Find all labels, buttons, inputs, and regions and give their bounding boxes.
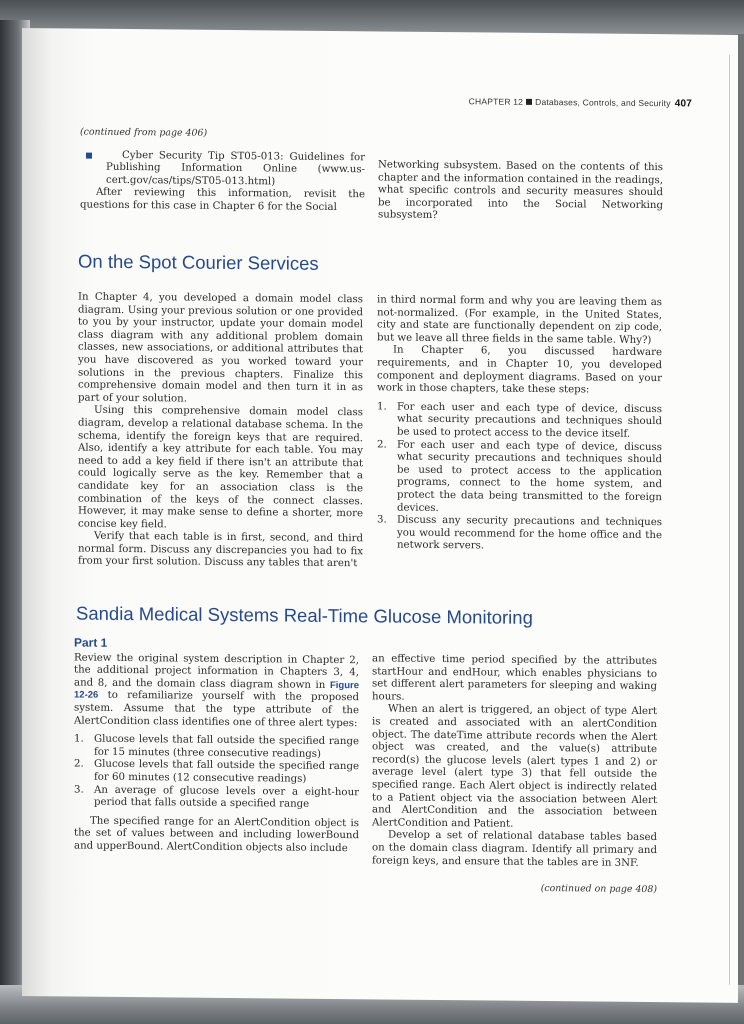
list-text: An average of glucose levels over a eight-hour period that falls outside a specified range xyxy=(94,784,359,810)
top-right-column xyxy=(378,159,663,225)
section-heading-sandia: Sandia Medical Systems Real-Time Glucose Monitoring xyxy=(76,602,533,628)
list-item xyxy=(377,515,662,556)
list-number: 2. xyxy=(377,438,387,451)
steps-list xyxy=(377,401,662,555)
list-text: Glucose levels that fall outside the specified range for 60 minutes (12 consecutive readings) xyxy=(94,759,359,785)
paragraph: Develop a set of relational database tables based on the domain class diagram. Identify all primary and foreign keys, and ensure that the tables are in 3NF. xyxy=(372,829,657,869)
list-number: 1. xyxy=(377,401,387,413)
paragraph: In Chapter 6, you discussed hardware requirements, and in Chapter 10, you developed component and deployment diagrams. Based on your work in those chapters, take these steps: xyxy=(377,344,662,396)
continued-on: (continued on page 408) xyxy=(540,883,657,896)
paragraph: When an alert is triggered, an object of type Alert is created and associated with an alertCondition object. The dateTime attribute records when the Alert object was created, and the value(s) attribute record(s) the glucose levels (alert types 1 and 2) or average level (alert type 3) that fell outside the specified range. Each Alert object is indirectly related to a Patient object via the association between Alert and AlertCondition and the association between AlertCondition and Patient. xyxy=(372,703,657,830)
paragraph: Networking subsystem. Based on the contents of this chapter and the information contained in the readings, what specific controls and security measures should be incorporated into the Social Networking subsystem? xyxy=(378,159,663,222)
paragraph: in third normal form and why you are leaving them as not-normalized. (For example, in the United States, city and state are functionally dependent on zip code, but we leave all three fields in the same table. Why?) xyxy=(377,294,662,346)
paragraph xyxy=(74,652,359,730)
part-heading: Part 1 xyxy=(74,635,108,650)
list-item xyxy=(74,759,359,787)
top-left-column xyxy=(80,127,365,215)
paragraph: Verify that each table is in first, second, and third normal form. Discuss any discrepancies you had to fix from your first solution. Discuss any tables that aren't xyxy=(78,530,363,570)
list-number: 3. xyxy=(74,784,84,796)
list-text: Glucose levels that fall outside the specified range for 15 minutes (three consecutive readings) xyxy=(94,733,359,760)
square-bullet-icon xyxy=(526,99,532,105)
chapter-label: CHAPTER 12 xyxy=(468,96,524,107)
list-item xyxy=(377,401,662,442)
bullet-item xyxy=(80,149,365,190)
square-bullet-icon xyxy=(86,152,92,158)
running-header xyxy=(469,96,692,109)
page-number: 407 xyxy=(674,98,692,110)
page-edge-line xyxy=(729,55,730,985)
sandia-left-column xyxy=(74,636,359,855)
bullet-text: Cyber Security Tip ST05-013: Guidelines for Publishing Information Online (www.us-cert.gov/cas/tips/ST05-013.html) xyxy=(106,149,365,188)
textbook-page xyxy=(22,28,738,1003)
figure-reference: Figure 12-26 xyxy=(74,679,359,702)
intro-text: Review the original system description in Chapter 2, the additional project information in Chapters 3, 4, and 8, and the domain class diagram shown in xyxy=(74,652,359,691)
courier-left-column xyxy=(78,292,363,572)
paragraph: an effective time period specified by the attributes startHour and endHour, which enables physicians to set different alert parameters for sleeping and waking hours. xyxy=(372,653,657,703)
list-number: 2. xyxy=(74,758,84,770)
courier-right-column xyxy=(377,294,662,555)
section-heading-courier: On the Spot Courier Services xyxy=(78,250,319,274)
paragraph: Using this comprehensive domain model class diagram, develop a relational database schema. In the schema, identify the foreign keys that are required. Also, identify a key attribute for each table. You may need to add a key field if there isn't an attribute that could logically serve as the key. Remember that a candidate key for an association class is the combination of the keys of the connect classes. However, it may make sense to define a shorter, more concise key field. xyxy=(78,405,363,531)
paragraph: In Chapter 4, you developed a domain model class diagram. Using your previous solution or one provided to you by your instructor, update your domain model class diagram with any additional problem domain classes, new associations, or additional attributes that you have discovered as you worked toward your solutions in the previous chapters. Finalize this comprehensive domain model and then turn it in as part of your solution. xyxy=(78,291,363,405)
list-item xyxy=(74,734,359,762)
intro-text-continued: to refamiliarize yourself with the proposed system. Assume that the type attribute of the AlertCondition class identifies one of three alert types: xyxy=(74,690,360,729)
list-number: 3. xyxy=(377,514,387,526)
list-text: For each user and each type of device, discuss what security precautions and techniques should be used to protect access to the device itself. xyxy=(397,401,662,440)
list-item xyxy=(74,784,359,812)
alert-types-list xyxy=(74,734,359,812)
list-item xyxy=(377,439,662,517)
list-number: 1. xyxy=(74,733,84,745)
section-title: Databases, Controls, and Security xyxy=(535,96,671,109)
paragraph: The specified range for an AlertCondition object is the set of values between and including lowerBound and upperBound. AlertCondition objects also include xyxy=(74,815,359,855)
list-text: Discuss any security precautions and techniques you would recommend for the home office and the network servers. xyxy=(397,514,662,552)
sandia-right-column xyxy=(372,653,657,896)
paragraph: After reviewing this information, revisit the questions for this case in Chapter 6 for the Social xyxy=(80,187,365,213)
continued-from: (continued from page 406) xyxy=(80,126,208,139)
list-text: For each user and each type of device, discuss what security precautions and techniques should be used to protect access to the application programs, connect to the home system, and protect the data being transmitted to the foreign devices. xyxy=(397,439,662,514)
